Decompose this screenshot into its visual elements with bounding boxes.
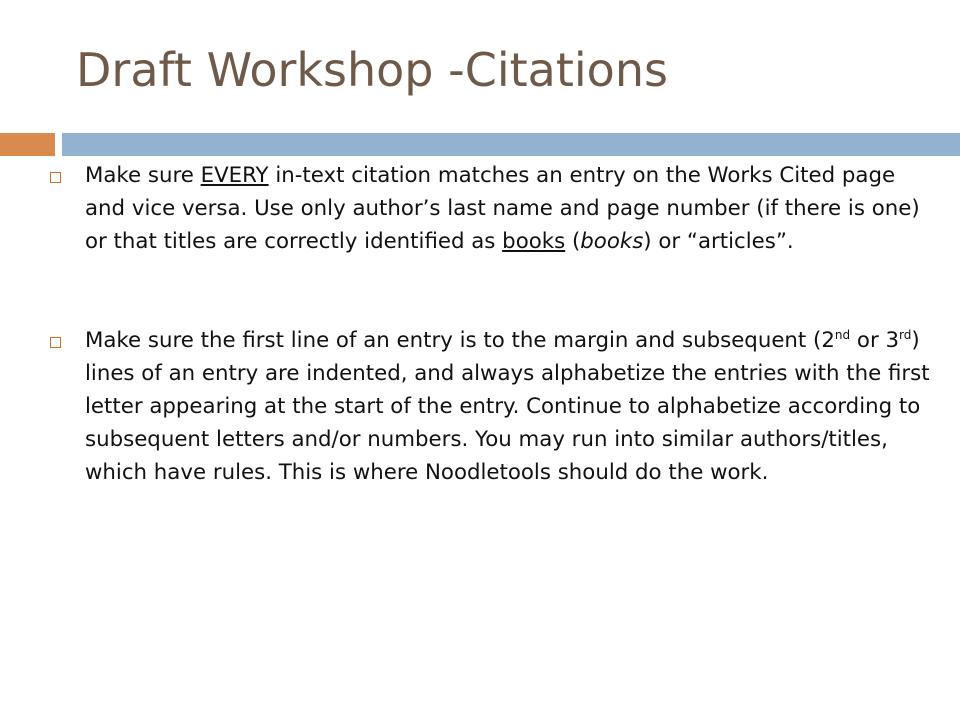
square-bullet-icon <box>50 172 61 183</box>
text-segment: Make sure the first line of an entry is to the margin and subsequent (2 <box>85 328 835 353</box>
superscript-text: rd <box>899 328 912 343</box>
text-segment: Make sure <box>85 163 201 188</box>
square-bullet-icon <box>50 337 61 348</box>
superscript-text: nd <box>834 328 851 343</box>
underlined-text: books <box>502 229 566 254</box>
bullet-text <box>85 324 930 489</box>
underlined-text: EVERY <box>200 163 269 188</box>
bullet-item <box>50 324 930 489</box>
text-segment: or 3 <box>850 328 900 353</box>
accent-bar <box>0 133 55 156</box>
title-divider-bar <box>62 133 960 156</box>
text-segment: ) lines of an entry are indented, and always alphabetize the entries with the first letter appearing at the start of the entry. Continue to alphabetize according to subsequent letters and/or numbers. You may run into similar authors/titles, which have rules. This is where Noodletools should do the work. <box>85 328 930 485</box>
bullet-text <box>85 159 930 258</box>
text-segment: in-text citation matches an entry on the Works Cited page and vice versa. Use only author’s last name and page number (if there is one) or that titles are correctly identified as <box>85 163 920 254</box>
text-segment: ) or “articles”. <box>643 229 794 254</box>
italic-text: books <box>580 229 644 254</box>
bullet-item <box>50 159 930 258</box>
text-segment: ( <box>565 229 581 254</box>
slide-title: Draft Workshop -Citations <box>76 43 668 97</box>
